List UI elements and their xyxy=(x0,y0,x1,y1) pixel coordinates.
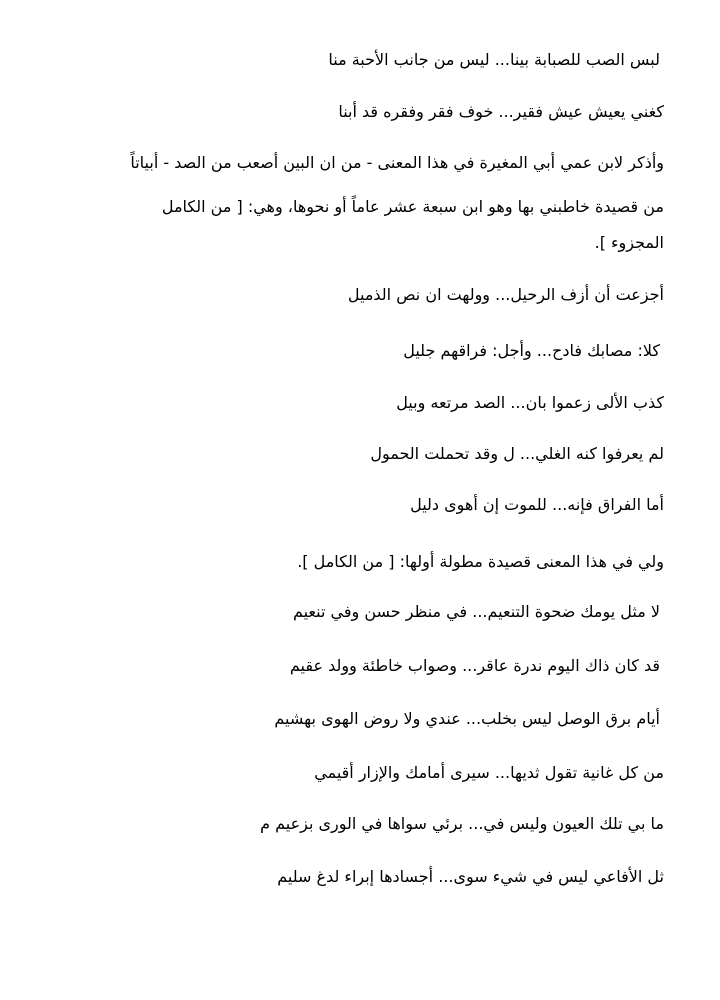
verse-line-3: أجزعت أن أزف الرحيل... وولهت ان نص الذميل xyxy=(347,285,664,304)
verse-line-1: لبس الصب للصبابة بينا... ليس من جانب الأحبة منا xyxy=(328,50,660,69)
prose-line-2: من قصيدة خاطبني بها وهو ابن سبعة عشر عاماً أو نحوها، وهي: [ من الكامل xyxy=(161,197,664,216)
verse-line-13: ثل الأفاعي ليس في شيء سوى... أجسادها إبراء لدغ سليم xyxy=(277,867,664,886)
verse-line-2: كغني يعيش عيش فقير... خوف فقر وفقره قد أبنا xyxy=(338,102,664,121)
verse-line-5: كذب الألى زعموا بان... الصد مرتعه وبيل xyxy=(396,393,664,412)
verse-line-6: لم يعرفوا كنه الغلي... ل وقد تحملت الحمول xyxy=(370,444,664,463)
verse-line-7: أما الفراق فإنه... للموت إن أهوى دليل xyxy=(410,495,664,514)
verse-line-4: كلا: مصابك فادح... وأجل: فراقهم جليل xyxy=(403,341,660,360)
verse-line-10: أيام برق الوصل ليس بخلب... عندي ولا روض الهوى بهشيم xyxy=(274,709,660,728)
prose-line-4: ولي في هذا المعنى قصيدة مطولة أولها: [ من الكامل ]. xyxy=(297,552,664,571)
verse-line-12: ما بي تلك العيون وليس في... برئي سواها في الورى بزعيم م xyxy=(260,814,664,833)
prose-line-3: المجزوء ]. xyxy=(594,233,664,252)
prose-line-1: وأذكر لابن عمي أبي المغيرة في هذا المعنى - من ان البين أصعب من الصد - أبياتاً xyxy=(130,153,664,172)
verse-line-11: من كل غانية تقول ثديها... سيرى أمامك والإزار أقيمي xyxy=(314,763,664,782)
verse-line-8: لا مثل يومك ضحوة التنعيم... في منظر حسن وفي تنعيم xyxy=(292,602,660,621)
verse-line-9: قد كان ذاك اليوم ندرة عاقر... وصواب خاطئة وولد عقيم xyxy=(289,656,660,675)
